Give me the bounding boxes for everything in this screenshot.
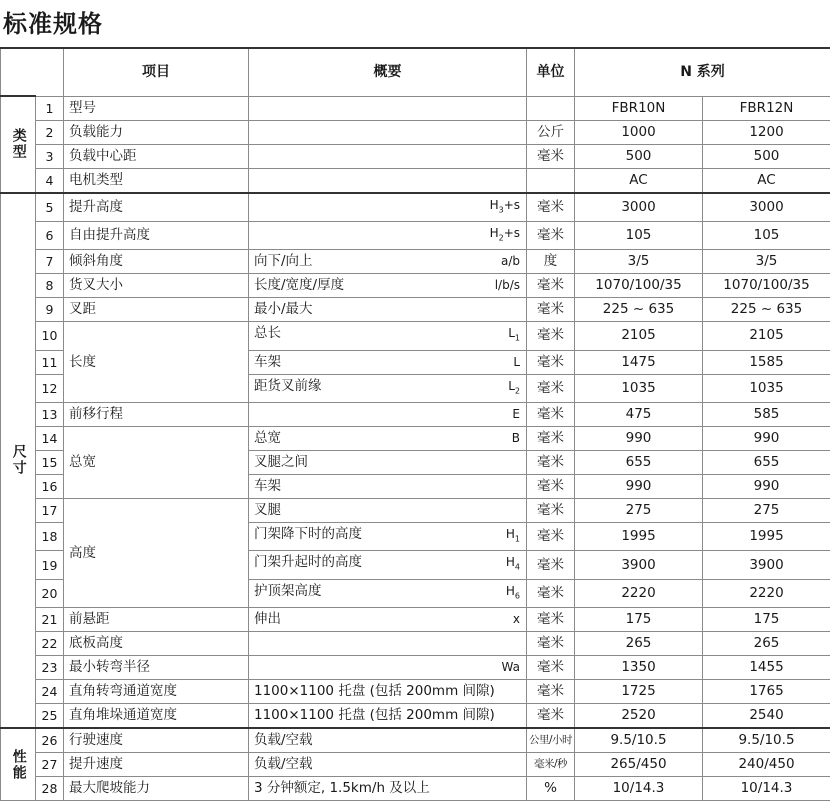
value-fbr12n: 990 <box>703 427 830 451</box>
table-row <box>1 728 830 753</box>
header-blank <box>1 48 64 96</box>
row-desc <box>249 680 527 704</box>
row-symbol: x <box>513 608 526 631</box>
row-item: 最大爬坡能力 <box>64 777 249 801</box>
value-fbr10n: 1725 <box>575 680 703 704</box>
table-row <box>1 403 830 427</box>
row-number: 8 <box>36 274 64 298</box>
row-item: 自由提升高度 <box>64 221 249 249</box>
table-row <box>1 193 830 222</box>
row-desc-text: 叉腿之间 <box>254 451 308 474</box>
row-unit: 毫米 <box>527 704 575 729</box>
row-unit: 毫米 <box>527 608 575 632</box>
value-fbr10n: 9.5/10.5 <box>575 728 703 753</box>
value-fbr12n: 990 <box>703 475 830 499</box>
table-row <box>1 427 830 451</box>
value-fbr10n: 225 ~ 635 <box>575 298 703 322</box>
row-number: 11 <box>36 350 64 374</box>
row-number: 2 <box>36 120 64 144</box>
row-desc <box>249 298 527 322</box>
value-fbr10n: 105 <box>575 221 703 249</box>
value-fbr12n: 240/450 <box>703 753 830 777</box>
row-item: 直角转弯通道宽度 <box>64 680 249 704</box>
row-unit: 毫米 <box>527 403 575 427</box>
row-unit: 毫米 <box>527 144 575 168</box>
row-unit <box>527 168 575 193</box>
category-type: 类型 <box>1 96 36 193</box>
row-desc <box>249 551 527 579</box>
value-fbr12n: 1455 <box>703 656 830 680</box>
value-fbr10n: 1995 <box>575 523 703 551</box>
value-fbr12n: 265 <box>703 632 830 656</box>
row-desc <box>249 96 527 120</box>
table-row <box>1 274 830 298</box>
row-item: 前悬距 <box>64 608 249 632</box>
row-unit: 公里/小时 <box>527 728 575 753</box>
row-number: 17 <box>36 499 64 523</box>
row-desc-text: 向下/向上 <box>254 250 313 273</box>
table-row <box>1 298 830 322</box>
row-item: 倾斜角度 <box>64 250 249 274</box>
row-item: 负载中心距 <box>64 144 249 168</box>
table-row <box>1 632 830 656</box>
row-desc <box>249 451 527 475</box>
value-fbr12n: AC <box>703 168 830 193</box>
value-fbr10n: 265/450 <box>575 753 703 777</box>
row-symbol: a/b <box>501 250 526 273</box>
row-unit: 毫米 <box>527 193 575 222</box>
table-row <box>1 680 830 704</box>
row-item: 负载能力 <box>64 120 249 144</box>
row-desc <box>249 322 527 350</box>
row-unit: 毫米 <box>527 350 575 374</box>
row-number: 9 <box>36 298 64 322</box>
row-desc <box>249 250 527 274</box>
row-unit: 毫米 <box>527 579 575 607</box>
row-desc <box>249 427 527 451</box>
row-desc <box>249 144 527 168</box>
row-item: 前移行程 <box>64 403 249 427</box>
value-fbr10n: 3900 <box>575 551 703 579</box>
row-item: 总宽 <box>64 427 249 499</box>
row-desc-text: 车架 <box>254 351 281 374</box>
row-item: 提升速度 <box>64 753 249 777</box>
row-number: 20 <box>36 579 64 607</box>
value-fbr12n: 10/14.3 <box>703 777 830 801</box>
row-number: 13 <box>36 403 64 427</box>
table-row <box>1 221 830 249</box>
value-fbr10n: 175 <box>575 608 703 632</box>
row-desc-text: 门架降下时的高度 <box>254 523 362 546</box>
value-fbr12n: 1200 <box>703 120 830 144</box>
row-item: 行驶速度 <box>64 728 249 753</box>
value-fbr12n: 275 <box>703 499 830 523</box>
row-desc <box>249 475 527 499</box>
row-number: 18 <box>36 523 64 551</box>
row-desc <box>249 350 527 374</box>
row-unit: 毫米 <box>527 451 575 475</box>
row-number: 27 <box>36 753 64 777</box>
row-symbol: l/b/s <box>495 274 526 297</box>
row-item: 提升高度 <box>64 193 249 222</box>
value-fbr12n: 1035 <box>703 374 830 402</box>
value-fbr12n: 3000 <box>703 193 830 222</box>
row-desc <box>249 656 527 680</box>
row-unit: 毫米 <box>527 499 575 523</box>
table-row <box>1 120 830 144</box>
row-symbol: $H_6$ <box>506 580 526 607</box>
header-unit: 单位 <box>527 48 575 96</box>
table-row <box>1 499 830 523</box>
row-number: 15 <box>36 451 64 475</box>
row-desc <box>249 728 527 753</box>
row-desc <box>249 499 527 523</box>
row-unit: 毫米 <box>527 322 575 350</box>
row-item: 叉距 <box>64 298 249 322</box>
category-size: 尺寸 <box>1 193 36 729</box>
row-item: 长度 <box>64 322 249 403</box>
value-fbr12n: 2105 <box>703 322 830 350</box>
row-desc-text: 伸出 <box>254 608 281 631</box>
row-number: 1 <box>36 96 64 120</box>
row-desc-text: 负载/空载 <box>254 729 313 752</box>
value-fbr10n: 1000 <box>575 120 703 144</box>
value-fbr12n: 655 <box>703 451 830 475</box>
row-desc <box>249 579 527 607</box>
value-fbr12n: 225 ~ 635 <box>703 298 830 322</box>
value-fbr10n: 1035 <box>575 374 703 402</box>
value-fbr10n: AC <box>575 168 703 193</box>
row-unit: 毫米 <box>527 656 575 680</box>
row-desc <box>249 632 527 656</box>
row-desc <box>249 274 527 298</box>
value-fbr12n: 1070/100/35 <box>703 274 830 298</box>
row-unit: 毫米 <box>527 632 575 656</box>
row-number: 10 <box>36 322 64 350</box>
row-desc-text: 护顶架高度 <box>254 580 322 603</box>
row-unit: 毫米 <box>527 374 575 402</box>
row-number: 12 <box>36 374 64 402</box>
row-symbol: $H_3+s$ <box>490 194 526 221</box>
value-fbr12n: 2540 <box>703 704 830 729</box>
spec-table <box>0 47 830 801</box>
row-number: 22 <box>36 632 64 656</box>
row-desc <box>249 777 527 801</box>
value-fbr12n: 9.5/10.5 <box>703 728 830 753</box>
value-fbr10n: 1475 <box>575 350 703 374</box>
row-symbol: $H_4$ <box>506 551 526 578</box>
header-row <box>1 48 830 96</box>
table-row <box>1 704 830 729</box>
row-desc-text: 1100×1100 托盘 (包括 200mm 间隙) <box>254 680 495 703</box>
table-row <box>1 168 830 193</box>
row-symbol: $L_1$ <box>508 322 526 349</box>
value-fbr10n: 500 <box>575 144 703 168</box>
row-unit: 毫米 <box>527 551 575 579</box>
row-unit: 毫米 <box>527 475 575 499</box>
value-fbr12n: 3/5 <box>703 250 830 274</box>
row-desc-text: 距货叉前缘 <box>254 375 322 398</box>
row-unit: 毫米 <box>527 680 575 704</box>
row-number: 23 <box>36 656 64 680</box>
row-desc <box>249 608 527 632</box>
row-desc <box>249 374 527 402</box>
value-fbr12n: 3900 <box>703 551 830 579</box>
value-fbr10n: 990 <box>575 475 703 499</box>
row-desc <box>249 221 527 249</box>
header-item: 项目 <box>64 48 249 96</box>
row-desc-text: 1100×1100 托盘 (包括 200mm 间隙) <box>254 704 495 727</box>
value-fbr12n: FBR12N <box>703 96 830 120</box>
page-title: 标准规格 <box>3 4 103 39</box>
row-item: 直角堆垛通道宽度 <box>64 704 249 729</box>
row-number: 3 <box>36 144 64 168</box>
row-number: 5 <box>36 193 64 222</box>
row-desc <box>249 403 527 427</box>
row-item: 电机类型 <box>64 168 249 193</box>
value-fbr10n: 265 <box>575 632 703 656</box>
value-fbr12n: 1995 <box>703 523 830 551</box>
value-fbr10n: 1070/100/35 <box>575 274 703 298</box>
row-number: 19 <box>36 551 64 579</box>
row-symbol: $H_2+s$ <box>490 222 526 249</box>
value-fbr12n: 1585 <box>703 350 830 374</box>
row-desc <box>249 168 527 193</box>
row-number: 21 <box>36 608 64 632</box>
value-fbr12n: 500 <box>703 144 830 168</box>
table-row <box>1 322 830 350</box>
category-perf: 性能 <box>1 728 36 801</box>
row-number: 28 <box>36 777 64 801</box>
value-fbr10n: 3/5 <box>575 250 703 274</box>
row-desc <box>249 753 527 777</box>
value-fbr10n: 3000 <box>575 193 703 222</box>
row-number: 26 <box>36 728 64 753</box>
value-fbr12n: 1765 <box>703 680 830 704</box>
row-unit: 度 <box>527 250 575 274</box>
row-symbol: E <box>512 403 526 426</box>
row-number: 4 <box>36 168 64 193</box>
row-item: 最小转弯半径 <box>64 656 249 680</box>
row-unit: 公斤 <box>527 120 575 144</box>
row-desc <box>249 704 527 729</box>
row-symbol: Wa <box>502 656 526 679</box>
row-item: 货叉大小 <box>64 274 249 298</box>
value-fbr10n: 275 <box>575 499 703 523</box>
table-row <box>1 608 830 632</box>
row-desc <box>249 120 527 144</box>
row-number: 14 <box>36 427 64 451</box>
value-fbr10n: 475 <box>575 403 703 427</box>
value-fbr12n: 585 <box>703 403 830 427</box>
row-desc <box>249 523 527 551</box>
row-desc-text: 长度/宽度/厚度 <box>254 274 344 297</box>
table-row <box>1 144 830 168</box>
value-fbr12n: 2220 <box>703 579 830 607</box>
header-desc: 概要 <box>249 48 527 96</box>
row-desc-text: 总宽 <box>254 427 281 450</box>
value-fbr10n: 2220 <box>575 579 703 607</box>
row-desc-text: 车架 <box>254 475 281 498</box>
row-symbol: $L_2$ <box>508 375 526 402</box>
value-fbr10n: 10/14.3 <box>575 777 703 801</box>
table-row <box>1 753 830 777</box>
row-unit: % <box>527 777 575 801</box>
row-unit: 毫米 <box>527 523 575 551</box>
value-fbr10n: 2520 <box>575 704 703 729</box>
table-row <box>1 96 830 120</box>
row-unit <box>527 96 575 120</box>
value-fbr10n: FBR10N <box>575 96 703 120</box>
row-number: 25 <box>36 704 64 729</box>
row-desc-text: 负载/空载 <box>254 753 313 776</box>
row-number: 7 <box>36 250 64 274</box>
value-fbr10n: 2105 <box>575 322 703 350</box>
value-fbr12n: 105 <box>703 221 830 249</box>
header-series: N 系列 <box>575 48 830 96</box>
value-fbr10n: 1350 <box>575 656 703 680</box>
table-row <box>1 656 830 680</box>
value-fbr10n: 990 <box>575 427 703 451</box>
row-unit: 毫米 <box>527 298 575 322</box>
row-symbol: B <box>512 427 526 450</box>
row-desc-text: 门架升起时的高度 <box>254 551 362 574</box>
row-number: 6 <box>36 221 64 249</box>
row-symbol: L <box>513 351 526 374</box>
row-unit: 毫米 <box>527 427 575 451</box>
row-desc-text: 叉腿 <box>254 499 281 522</box>
row-number: 24 <box>36 680 64 704</box>
row-unit: 毫米 <box>527 274 575 298</box>
row-unit: 毫米/秒 <box>527 753 575 777</box>
table-row <box>1 777 830 801</box>
value-fbr10n: 655 <box>575 451 703 475</box>
row-item: 型号 <box>64 96 249 120</box>
row-number: 16 <box>36 475 64 499</box>
row-item: 高度 <box>64 499 249 608</box>
row-item: 底板高度 <box>64 632 249 656</box>
row-desc-text: 3 分钟额定, 1.5km/h 及以上 <box>254 777 430 800</box>
table-row <box>1 250 830 274</box>
row-unit: 毫米 <box>527 221 575 249</box>
row-desc-text: 总长 <box>254 322 281 345</box>
value-fbr12n: 175 <box>703 608 830 632</box>
row-symbol: $H_1$ <box>506 523 526 550</box>
row-desc <box>249 193 527 222</box>
row-desc-text: 最小/最大 <box>254 298 313 321</box>
